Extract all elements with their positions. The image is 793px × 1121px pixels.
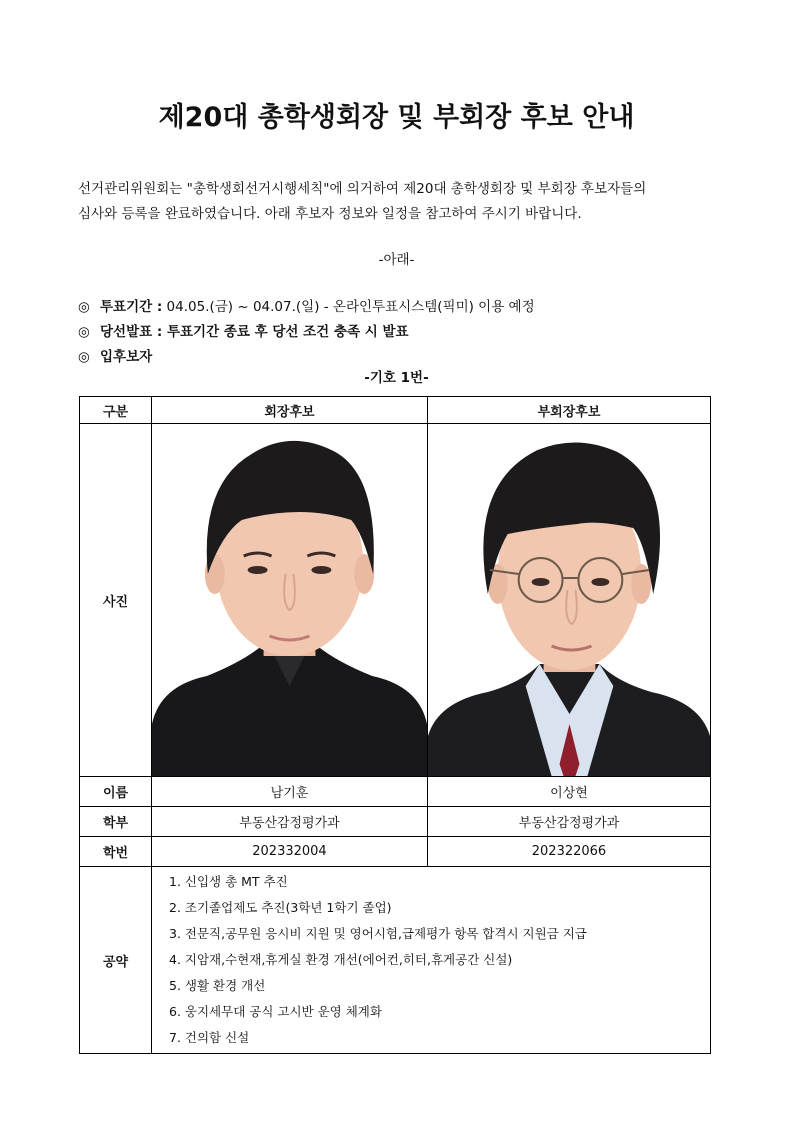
voting-period-value: 04.05.(금) ~ 04.07.(일) - 온라인투표시스템(픽미) 이용 예정 — [162, 299, 535, 315]
president-department: 부동산감정평가과 — [152, 807, 428, 837]
row-label-pledge: 공약 — [80, 867, 152, 1054]
pledge-item: 6. 웅지세무대 공식 고시반 운영 체계화 — [169, 1004, 382, 1019]
student-id-row — [80, 837, 711, 867]
intro-paragraph — [78, 177, 718, 227]
double-circle-icon: ◎ — [78, 349, 90, 365]
row-label-photo: 사진 — [80, 424, 152, 777]
name-row — [80, 777, 711, 807]
president-photo — [152, 424, 428, 777]
announcement-label: 당선발표 : — [100, 324, 163, 340]
ballot-number: -기호 1번- — [364, 370, 429, 386]
announcement-value: 투표기간 종료 후 당선 조건 충족 시 발표 — [162, 324, 409, 340]
president-student-id: 202332004 — [152, 837, 428, 867]
announcement-item — [78, 320, 409, 340]
pledge-list-cell — [152, 867, 711, 1054]
double-circle-icon: ◎ — [78, 324, 90, 340]
president-portrait-image — [152, 424, 427, 776]
voting-period-label: 투표기간 : — [100, 299, 163, 315]
pledge-item: 1. 신입생 총 MT 추진 — [169, 874, 288, 889]
vice-president-student-id: 202322066 — [428, 837, 711, 867]
header-president: 회장후보 — [152, 397, 428, 424]
header-category: 구분 — [80, 397, 152, 424]
candidates-label: 입후보자 — [100, 349, 153, 365]
section-divider-label: -아래- — [378, 252, 415, 268]
voting-period-item — [78, 295, 535, 315]
table-header-row — [80, 397, 711, 424]
candidate-table — [79, 396, 711, 1054]
pledge-item: 5. 생활 환경 개선 — [169, 978, 266, 993]
pledge-list — [169, 869, 710, 1051]
page-title: 제20대 총학생회장 및 부회장 후보 안내 — [158, 102, 635, 133]
vice-president-portrait-image — [428, 424, 710, 776]
intro-line-2: 심사와 등록을 완료하였습니다. 아래 후보자 정보와 일정을 참고하여 주시기 바랍니다. — [78, 206, 582, 222]
header-vice-president: 부회장후보 — [428, 397, 711, 424]
intro-line-1: 선거관리위원회는 "총학생회선거시행세칙"에 의거하여 제20대 총학생회장 및 부회장 후보자들의 — [78, 181, 647, 197]
president-name: 남기훈 — [152, 777, 428, 807]
pledge-item: 3. 전문직,공무원 응시비 지원 및 영어시험,급제평가 항목 합격시 지원금 지급 — [169, 926, 587, 941]
candidates-item — [78, 345, 152, 365]
row-label-department: 학부 — [80, 807, 152, 837]
photo-row — [80, 424, 711, 777]
department-row — [80, 807, 711, 837]
vice-president-department: 부동산감정평가과 — [428, 807, 711, 837]
pledge-item: 2. 조기졸업제도 추진(3학년 1학기 졸업) — [169, 900, 392, 915]
vice-president-photo — [428, 424, 711, 777]
pledge-item: 7. 건의함 신설 — [169, 1030, 250, 1045]
row-label-student-id: 학번 — [80, 837, 152, 867]
pledge-item: 4. 지암재,수현재,휴게실 환경 개선(에어컨,히터,휴게공간 신설) — [169, 952, 513, 967]
pledge-row — [80, 867, 711, 1054]
row-label-name: 이름 — [80, 777, 152, 807]
vice-president-name: 이상현 — [428, 777, 711, 807]
double-circle-icon: ◎ — [78, 299, 90, 315]
